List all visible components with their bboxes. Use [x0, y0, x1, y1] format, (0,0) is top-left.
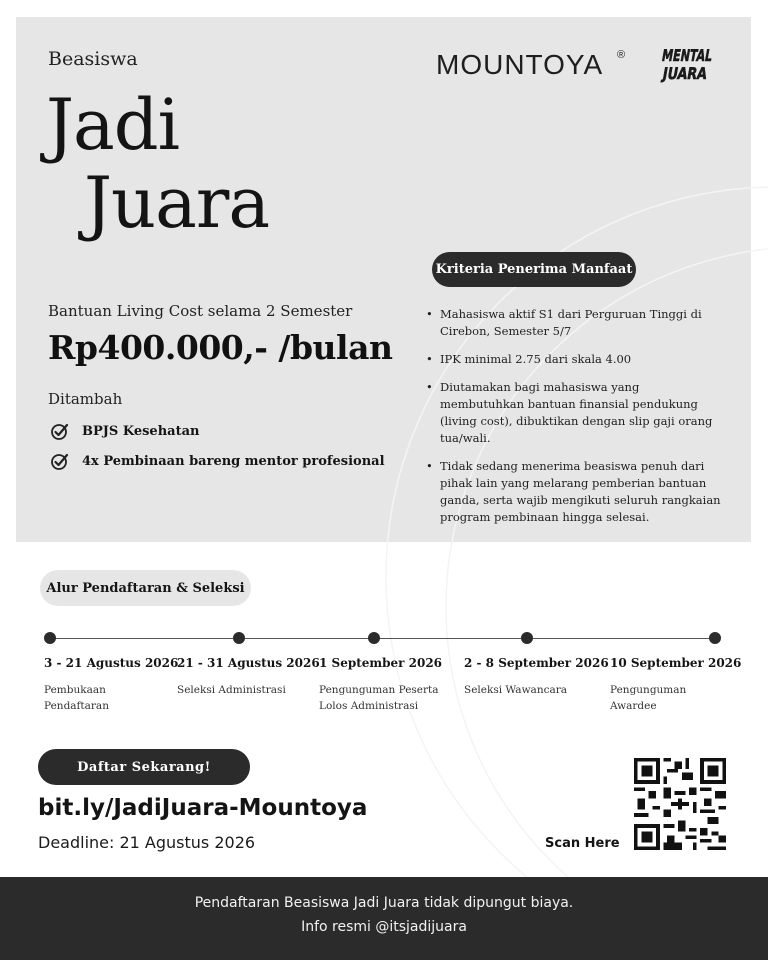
- step-date: 10 September 2026: [610, 656, 742, 670]
- footer: [0, 877, 768, 960]
- timeline-line: [48, 638, 716, 639]
- footer-official-info: Info resmi @itsjadijuara: [301, 919, 467, 935]
- scan-here-label: Scan Here: [545, 836, 620, 851]
- benefit-item-label: BPJS Kesehatan: [82, 423, 200, 439]
- criteria-heading: Kriteria Penerima Manfaat: [432, 252, 636, 287]
- step-date: 2 - 8 September 2026: [464, 656, 609, 670]
- check-circle-icon: [50, 451, 70, 471]
- benefit-amount: Rp400.000,- /bulan: [48, 328, 393, 367]
- check-circle-icon: [50, 421, 70, 441]
- criteria-item: • Mahasiswa aktif S1 dari Perguruan Tinggi di Cirebon, Semester 5/7: [424, 306, 724, 340]
- criteria-item: • Tidak sedang menerima beasiswa penuh dari pihak lain yang melarang pemberian bantuan ganda, serta wajib mengikuti seluruh rangkaian program pembinaan hingga selesai.: [424, 458, 724, 526]
- benefit-item-mentoring: [50, 451, 385, 471]
- timeline-dot: [521, 632, 533, 644]
- deadline-text: Deadline: 21 Agustus 2026: [38, 833, 256, 852]
- step-description: Pengunguman Peserta Lolos Administrasi: [319, 684, 439, 712]
- svg-text:MENTAL: MENTAL: [660, 46, 737, 65]
- step-date: 1 September 2026: [319, 656, 443, 670]
- registered-mark: ®: [617, 49, 626, 61]
- timeline-dot: [709, 632, 721, 644]
- criteria-item: • IPK minimal 2.75 dari skala 4.00: [424, 351, 724, 368]
- living-cost-label: Bantuan Living Cost selama 2 Semester: [48, 302, 353, 320]
- registration-link[interactable]: bit.ly/JadiJuara-Mountoya: [38, 795, 368, 821]
- timeline-dot: [44, 632, 56, 644]
- timeline-dot: [233, 632, 245, 644]
- qr-code-icon[interactable]: [634, 758, 726, 850]
- mental-juara-logo: [656, 45, 737, 83]
- title-line-1: Jadi: [46, 84, 179, 166]
- timeline: [0, 628, 768, 648]
- step-date: 3 - 21 Agustus 2026: [44, 656, 179, 670]
- step-description: Seleksi Administrasi: [177, 684, 286, 696]
- step-description: Seleksi Wawancara: [464, 684, 567, 696]
- svg-text:JUARA: JUARA: [661, 64, 721, 83]
- plus-label: Ditambah: [48, 390, 123, 408]
- timeline-dot: [368, 632, 380, 644]
- step-description: Pengunguman Awardee: [610, 684, 687, 712]
- step-date: 21 - 31 Agustus 2026: [177, 656, 320, 670]
- scholarship-eyebrow: Beasiswa: [48, 48, 138, 70]
- flow-heading: Alur Pendaftaran & Seleksi: [40, 570, 251, 606]
- register-now-button[interactable]: Daftar Sekarang!: [38, 749, 250, 785]
- criteria-item: • Diutamakan bagi mahasiswa yang membutuhkan bantuan finansial pendukung (living cost), dibuktikan dengan slip gaji orang tua/wali.: [424, 379, 724, 447]
- footer-free-note: Pendaftaran Beasiswa Jadi Juara tidak dipungut biaya.: [194, 895, 574, 911]
- criteria-list: [424, 306, 724, 537]
- mountoya-logo: MOUNTOYA: [436, 49, 604, 80]
- benefit-item-bpjs: [50, 421, 199, 441]
- title-line-2: Juara: [84, 162, 270, 244]
- benefit-item-label: 4x Pembinaan bareng mentor profesional: [82, 453, 385, 469]
- step-description: Pembukaan Pendaftaran: [44, 684, 109, 712]
